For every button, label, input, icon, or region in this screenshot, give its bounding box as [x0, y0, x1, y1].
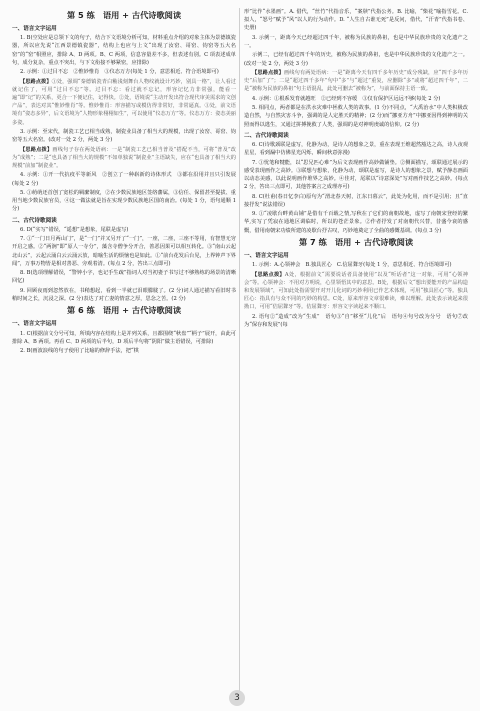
tip-text: ①处，强调“秦德镇瓷青白釉浅刻舞台人物纹就设计巧妙，别具一格”，让人看过就记住了，可用“过目不忘”等。过目不忘：看过就不忘记，形容记忆力非常强，能看一遍“即”记“的关系，更合一下便记住，记得快。②处，语境说“主动开发出符合现代审美需求的文创产品”，表达对其“惟妙惟肖”等。惟妙惟肖：形容描写或模仿得非常好，非常逼真。③处，前文语境有“姿态多异”，后文语境为“人物形象栩栩如生”，可以使用“仪态万方”等。仪态万方：姿态美丽多姿。 — [12, 78, 236, 126]
answer-paragraph: 8. C(杜甫(春日忆李白)原句为“渭北春天树，江东日暮云”，此处为化用，而不是引用；且“直接抒发”说法错误) — [244, 193, 468, 208]
answer-paragraph: 5. 相同点，两者都是在洪水灾难中拯救人类的故事。(1 分)不同点，“大禹治水”中人类积极改造自然，与自然灾害斗争，强调的是人定胜天的精神；(2 分)而“挪亚方舟”中挪亚因得到神明的关照而得以逃生，又通过拼搏挽救了人类，强调的是对神明虔诚的信仰。(2 分) — [244, 105, 468, 128]
tip-paragraph — [244, 271, 468, 312]
answer-paragraph: 9. 回顾夜雨到忽然放在，书稍想起，看到一半就已泪眼朦胧了。(2 分)词人通过描写看旧时书稍时间之长，沉浸之深。(2 分)表达了对亡妻的情意之厚，思念之苦。(2 分) — [12, 287, 236, 302]
section-title-7: 第 7 练 语用 + 古代诗歌阅读 — [298, 236, 414, 247]
column-divider — [239, 8, 240, 698]
answer-paragraph: 1. C(根据前文分号可知，所填内容在结构上是并列关系，且都围绕“秋盘”“柄子”展开，由此可排除 A、B 两项。再看 C、D 两项的后半句，D 项后半句将“阴阳”做主语错误，可排除) — [12, 330, 236, 345]
answer-paragraph: 形”比作“水墨画”。A. 借代，“丝竹”代指音乐，“案牍”代指公务。B. 比喻，“柴花”喻指雪花。C. 拟人，“怒号”赋予“风”以人的行为动作。D. “人生自古谁无死”是反问，借代，“汗青”代指书卷、史册) — [244, 9, 468, 32]
right-column — [244, 8, 468, 698]
answer-paragraph: 9. ①“凌歇台畔黄山铺”是借有千百载之情,写秋在了它们的南朝故地，虚写了南朝宋登经的繁华,实写了凭寂在通地区调临时，所以的苍茫景象。②作者抒发了对南朝代兴替，昔盛今衰的感慨，借用南朝宋功绩所建的凌歇台抒古叹，巧妙地奠定了全曲的感慨基调。(每点 3 分) — [244, 211, 468, 234]
subsection-heading: 一、语言文字运用 — [244, 252, 289, 259]
tip-text: 画线句子存在两处语病：一是“制瓷工艺已相当普及”搭配不当，可将“普及”改为“成熟”；二是“也具备了相当大的规模”不如单独说“制瓷业”主语缺失，应在“也具备了相当大的规模”前加“制瓷业”。 — [12, 146, 236, 169]
answer-paragraph: 8. B(选项理解错误，“警钟小字，也记手生疏”指词人对当初妻子书写过不够熟练的场景的清晰回忆) — [12, 270, 236, 285]
answer-paragraph: 示例二，已经有超过四千年的历史，被称为民族的鼻祖，也是中华民族珍贵的文化遗产之一。(改对一处 2 分，两处 3 分) — [244, 52, 468, 67]
section-title-5: 第 5 练 语用 + 古代诗歌阅读 — [66, 10, 182, 20]
answer-paragraph: 7. ①忧笔和犍能，以“思兄匹心难”为后文表现画作高妙做铺垫。②侧面描写，颂联通过展示的感受表现画作之高妙。③联想与想象，化静为动，颂联是虚写，是诗人的想象之景，赋予静态画面以动态美感，以此说明画作堆界之高妙。④佳对，尾联以“诗意深处”写对画作技艺之高妙。(每点 2 分，答出三点即可，其他答案言之成理亦可) — [244, 159, 468, 191]
page-number-badge: 3 — [229, 690, 245, 706]
tip-tag: 【思路点拨】 — [20, 146, 53, 153]
answer-paragraph: 4. 示例：①根系发育就越旺 ②已经到不容缓 ③仅有保护区远远不够(每处 2 分) — [252, 95, 441, 102]
answer-paragraph: 2. 示例：①过目不忘 ②惟妙惟肖 ③仪态万方(每处 1 分，意思相近、符合语境即可) — [20, 69, 219, 76]
tip-tag: 【思路点拨】 — [252, 271, 285, 278]
subsection-heading: 二、古代诗歌阅读 — [12, 217, 57, 224]
subsection-heading: 二、古代诗歌阅读 — [244, 132, 289, 139]
tip-paragraph — [12, 78, 236, 127]
tip-paragraph — [12, 146, 236, 171]
left-column — [12, 8, 236, 698]
subsection-heading: 一、语言文字运用 — [12, 26, 57, 32]
answer-paragraph: 1. 示例：A.心领神会 B.独具匠心 C.信屈聱牙(每处 1 分，意思相近、符合语境即可) — [252, 262, 452, 269]
answer-paragraph: 5. ①萌萌还首创了宽松的羁縻制度，②在少数民族地区签络藩属，③信任、保留甚至提拔、重用当地少数民族官员，④这一做法就是旨在实现少数民族地区国的南治。(每处 1 分，语句通顺 1 分) — [12, 189, 236, 213]
tip-tag: 【思路点拨】 — [20, 78, 52, 85]
answer-paragraph: 7. ①“一门日月两山门”，是“一门”并又另开了“一门”，一座，二座，三座不等用，有智慧无穷开启之感。②“两涧”即“原人一寺分”，藻含寺僧争分开合，善恶因果可以相互转化。③“南山云起北山云”，云起云涌白云云涌云放，暗喻生活的烦恼也是如此。①“前台花发后台见，上界钟声下界闻”，万事万物皆是相对善恶、旁观着清。(每点 2 分，答出三点即可) — [12, 236, 236, 267]
answer-paragraph: 4. 示例：①开一代抗疫平等新风 ②创立了一种崭新的诗体形式 ③都在沿用并且只引发展(每处 2 分) — [12, 172, 236, 187]
tip-text: A处，根据前文“需要说话者具备使用”以及“听话者”这一对象，可用“心领神会”等。心领神会：不用对方明说，心里领悟其中的意思。B处，根据后文“想出要能开的产品构造和发展领域”，可知此处指需要开对开儿化词的巧妙利用已作艺术体现，可用“独具匠心”等。独具匠心：指具有与众不同的巧妙的构思。C处，原来形容文章很难读，难以理解。此处表示读起来很拗口，可用“佶屈聱牙”等。佶屈聱牙：形容文字读起来不顺口。 — [244, 271, 468, 311]
answer-paragraph: 3. 示例：至宋代，制瓷工艺已相当成熟，制瓷业具备了相当大的规模，出现了汝窑、哥窑、钧窑等五大名窑。(改对一处 2 分，两处 3 分) — [12, 129, 236, 144]
answer-paragraph: 1. B(空处应是总领下文的句子，结合下文语境分析可知，材料重点介绍的对象主体为景德镇瓷器，所以应先说“江西景德镇瓷器”，结构上也应与上文“出现了汝窑、哥窑、钧窑等五大名窑”的“窑”相照应，排除 A、D 两项。B、C 两项，信息容量差不多，但表述有别。C 项表述成单句，成分复杂，重点不突出，与下文衔接不够紧密，应排除) — [12, 35, 236, 66]
section-title-6: 第 6 练 语用 + 古代诗歌阅读 — [66, 305, 182, 316]
answer-paragraph: 2. B(画波浪线的句子使用了比喻的修辞手法，把“棋 — [20, 348, 139, 355]
answer-paragraph: 3. 示例一，距离今天已经超过四千年，被称为民族的鼻祖，也是中华民族珍贵的文化遗产之一。 — [244, 34, 468, 49]
answer-paragraph: 2. 语句②“造成”改为“生成” 语句③“自”移至“儿化”后 语句④句号改为分号 语句⑦改为“保存和发展”(每 — [244, 313, 468, 328]
tip-paragraph — [244, 69, 468, 94]
answer-paragraph: 6. D(“实写”错误，“遥想”是想象，尾联是虚写) — [20, 226, 129, 233]
answer-paragraph: 6. C(诗歌颈联是虚写，化静为动，是诗人的想象之景，重在表现王维超然豁达之高，诗人夜观星星，看到漏中仿佛星光闪烁，瞬间秋意弥漫) — [244, 141, 468, 157]
tip-text: 画线句有两处语病：一是“距离今天有四千多年历史”成分残缺，应“四千多年历史”后加“了”；二是“超过四千多年”句中“多”与“超过”重复，应删除“多”或将“超过四千年”，二是“被称为民族的鼻祖”句主语混乱，此处可删去“被称为”，与前面保持主语一致。 — [244, 69, 468, 93]
tip-tag: 【思路点拨】 — [252, 69, 284, 76]
subsection-heading: 一、语言文字运用 — [12, 321, 57, 328]
